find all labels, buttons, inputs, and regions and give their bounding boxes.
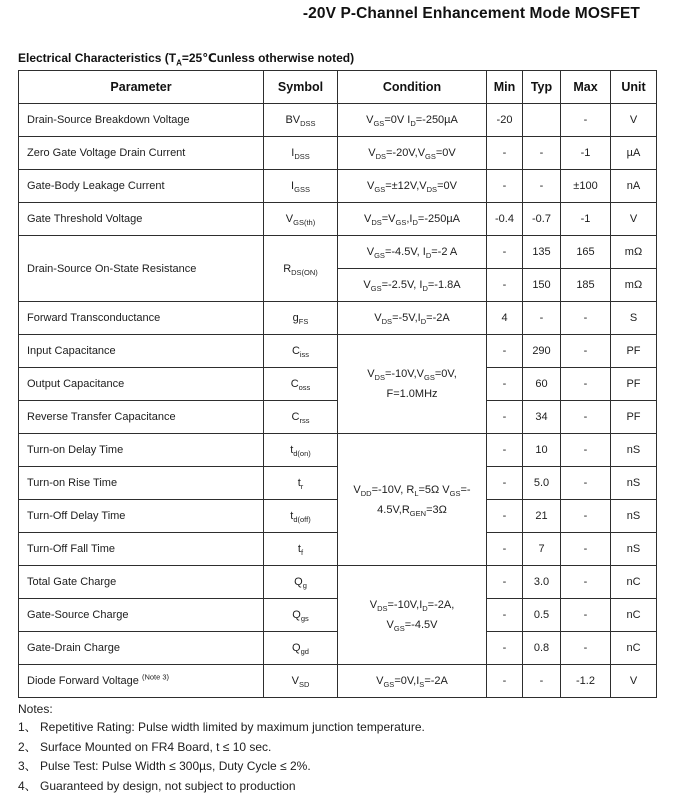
cell-symbol: $V_{SD}$ — [264, 665, 338, 698]
column-header-typ: Typ — [523, 71, 561, 104]
cell-min: 4 — [487, 302, 523, 335]
cell-condition: $V_{DS}=-5V,I_D=-2A$ — [338, 302, 487, 335]
page-title: -20V P-Channel Enhancement Mode MOSFET — [302, 5, 640, 22]
cell-parameter: Turn-on Delay Time — [19, 434, 264, 467]
cell-unit: µA — [611, 137, 657, 170]
notes-label: Notes: — [18, 702, 53, 717]
cell-unit: nC — [611, 566, 657, 599]
column-header-symbol: Symbol — [264, 71, 338, 104]
cell-typ: 150 — [523, 269, 561, 302]
note-item: 2、 Surface Mounted on FR4 Board, t ≤ 10 sec. — [18, 739, 272, 754]
cell-unit: PF — [611, 368, 657, 401]
cell-parameter: Zero Gate Voltage Drain Current — [19, 137, 264, 170]
cell-symbol: $I_{DSS}$ — [264, 137, 338, 170]
section-heading: Electrical Characteristics ($T_A=25℃unless$ otherwise noted) — [18, 51, 355, 68]
cell-symbol: $Q_g$ — [264, 566, 338, 599]
cell-condition: $V_{DS}=-10V,I_D=-2A$, $V_{GS}=-4.5V$ — [338, 566, 487, 665]
cell-min: - — [487, 269, 523, 302]
electrical-characteristics-table — [18, 70, 657, 698]
cell-condition: $V_{GS}=-4.5V$, $I_D=-2$ A — [338, 236, 487, 269]
cell-parameter: Turn-Off Delay Time — [19, 500, 264, 533]
cell-typ: - — [523, 302, 561, 335]
cell-unit: S — [611, 302, 657, 335]
cell-parameter: Forward Transconductance — [19, 302, 264, 335]
cell-typ: 10 — [523, 434, 561, 467]
cell-max: - — [561, 566, 611, 599]
cell-min: - — [487, 467, 523, 500]
cell-symbol: $Q_{gd}$ — [264, 632, 338, 665]
cell-unit: nA — [611, 170, 657, 203]
cell-parameter: Gate-Drain Charge — [19, 632, 264, 665]
cell-symbol: $R_{DS(ON)}$ — [264, 236, 338, 302]
table-row — [19, 665, 657, 698]
cell-min: - — [487, 170, 523, 203]
cell-symbol: $Q_{gs}$ — [264, 599, 338, 632]
cell-symbol: $BV_{DSS}$ — [264, 104, 338, 137]
cell-typ: 21 — [523, 500, 561, 533]
cell-min: - — [487, 665, 523, 698]
cell-max: - — [561, 434, 611, 467]
cell-max: -1.2 — [561, 665, 611, 698]
cell-min: - — [487, 632, 523, 665]
table-row — [19, 302, 657, 335]
cell-max: 165 — [561, 236, 611, 269]
cell-typ: - — [523, 137, 561, 170]
cell-unit: V — [611, 665, 657, 698]
cell-max: - — [561, 500, 611, 533]
column-header-parameter: Parameter — [19, 71, 264, 104]
cell-unit: nS — [611, 533, 657, 566]
cell-parameter: Diode Forward Voltage $^{(Note 3)}$ — [19, 665, 264, 698]
cell-typ: 3.0 — [523, 566, 561, 599]
cell-typ: - — [523, 170, 561, 203]
cell-unit: V — [611, 203, 657, 236]
cell-unit: nS — [611, 467, 657, 500]
note-item: 4、 Guaranteed by design, not subject to production — [18, 778, 296, 793]
cell-condition: $V_{DS}=-10V,V_{GS}=0V$, F=1.0MHz — [338, 335, 487, 434]
cell-min: - — [487, 368, 523, 401]
cell-unit: PF — [611, 401, 657, 434]
cell-parameter: Gate-Body Leakage Current — [19, 170, 264, 203]
cell-max: - — [561, 632, 611, 665]
cell-typ: 0.5 — [523, 599, 561, 632]
cell-typ — [523, 104, 561, 137]
cell-max: - — [561, 368, 611, 401]
cell-min: - — [487, 335, 523, 368]
cell-symbol: $t_f$ — [264, 533, 338, 566]
cell-condition: $V_{DS}=-20V,V_{GS}=0V$ — [338, 137, 487, 170]
cell-max: -1 — [561, 137, 611, 170]
cell-parameter: Total Gate Charge — [19, 566, 264, 599]
cell-symbol: $C_{rss}$ — [264, 401, 338, 434]
cell-symbol: $C_{oss}$ — [264, 368, 338, 401]
table-header-row — [19, 71, 657, 104]
cell-min: - — [487, 434, 523, 467]
cell-max: - — [561, 335, 611, 368]
cell-condition: $V_{GS}=\pm 12V,V_{DS}=0V$ — [338, 170, 487, 203]
cell-condition: $V_{DD}=-10V$, $R_L=5\Omega$ $V_{GS}=-$ $4.5V,R_{GEN}=3\Omega$ — [338, 434, 487, 566]
cell-min: - — [487, 236, 523, 269]
cell-unit: nC — [611, 599, 657, 632]
cell-condition: $V_{GS}=-2.5V$, $I_D=-1.8A$ — [338, 269, 487, 302]
cell-parameter: Reverse Transfer Capacitance — [19, 401, 264, 434]
cell-parameter: Turn-on Rise Time — [19, 467, 264, 500]
cell-typ: - — [523, 665, 561, 698]
table-row — [19, 236, 657, 269]
cell-parameter: Gate Threshold Voltage — [19, 203, 264, 236]
cell-typ: 60 — [523, 368, 561, 401]
cell-min: - — [487, 137, 523, 170]
cell-condition: $V_{DS}=V_{GS},I_D=-250\mu A$ — [338, 203, 487, 236]
table-row — [19, 335, 657, 368]
note-item: 1、 Repetitive Rating: Pulse width limited by maximum junction temperature. — [18, 720, 425, 735]
cell-condition: $V_{GS}=0V,I_S=-2A$ — [338, 665, 487, 698]
cell-typ: 5.0 — [523, 467, 561, 500]
table-row — [19, 137, 657, 170]
cell-max: -1 — [561, 203, 611, 236]
cell-typ: 135 — [523, 236, 561, 269]
cell-min: - — [487, 401, 523, 434]
cell-parameter: Drain-Source On-State Resistance — [19, 236, 264, 302]
cell-condition: $V_{GS}=0V$ $I_D=-250\mu A$ — [338, 104, 487, 137]
cell-min: -0.4 — [487, 203, 523, 236]
cell-parameter: Turn-Off Fall Time — [19, 533, 264, 566]
column-header-condition: Condition — [338, 71, 487, 104]
cell-typ: -0.7 — [523, 203, 561, 236]
table-row — [19, 203, 657, 236]
cell-max: - — [561, 533, 611, 566]
cell-symbol: $C_{iss}$ — [264, 335, 338, 368]
table-row — [19, 566, 657, 599]
cell-min: - — [487, 599, 523, 632]
cell-max: ±100 — [561, 170, 611, 203]
cell-parameter: Drain-Source Breakdown Voltage — [19, 104, 264, 137]
cell-min: - — [487, 533, 523, 566]
notes-section — [18, 701, 676, 796]
cell-parameter: Input Capacitance — [19, 335, 264, 368]
cell-unit: PF — [611, 335, 657, 368]
cell-typ: 290 — [523, 335, 561, 368]
cell-unit: nS — [611, 500, 657, 533]
column-header-unit: Unit — [611, 71, 657, 104]
cell-symbol: $t_r$ — [264, 467, 338, 500]
cell-unit: nC — [611, 632, 657, 665]
cell-parameter: Gate-Source Charge — [19, 599, 264, 632]
cell-parameter: Output Capacitance — [19, 368, 264, 401]
table-row — [19, 104, 657, 137]
cell-min: - — [487, 500, 523, 533]
cell-typ: 0.8 — [523, 632, 561, 665]
column-header-min: Min — [487, 71, 523, 104]
cell-max: - — [561, 599, 611, 632]
cell-max: 185 — [561, 269, 611, 302]
table-row — [19, 170, 657, 203]
cell-unit: mΩ — [611, 236, 657, 269]
cell-symbol: $V_{GS(th)}$ — [264, 203, 338, 236]
cell-symbol: $t_{d(off)}$ — [264, 500, 338, 533]
table-row — [19, 434, 657, 467]
cell-max: - — [561, 302, 611, 335]
cell-symbol: $I_{GSS}$ — [264, 170, 338, 203]
cell-max: - — [561, 467, 611, 500]
cell-unit: nS — [611, 434, 657, 467]
cell-unit: V — [611, 104, 657, 137]
cell-symbol: $g_{FS}$ — [264, 302, 338, 335]
cell-max: - — [561, 104, 611, 137]
cell-unit: mΩ — [611, 269, 657, 302]
column-header-max: Max — [561, 71, 611, 104]
cell-symbol: $t_{d(on)}$ — [264, 434, 338, 467]
cell-max: - — [561, 401, 611, 434]
cell-min: -20 — [487, 104, 523, 137]
cell-typ: 34 — [523, 401, 561, 434]
cell-min: - — [487, 566, 523, 599]
cell-typ: 7 — [523, 533, 561, 566]
note-item: 3、 Pulse Test: Pulse Width ≤ 300µs, Duty Cycle ≤ 2%. — [18, 759, 311, 774]
